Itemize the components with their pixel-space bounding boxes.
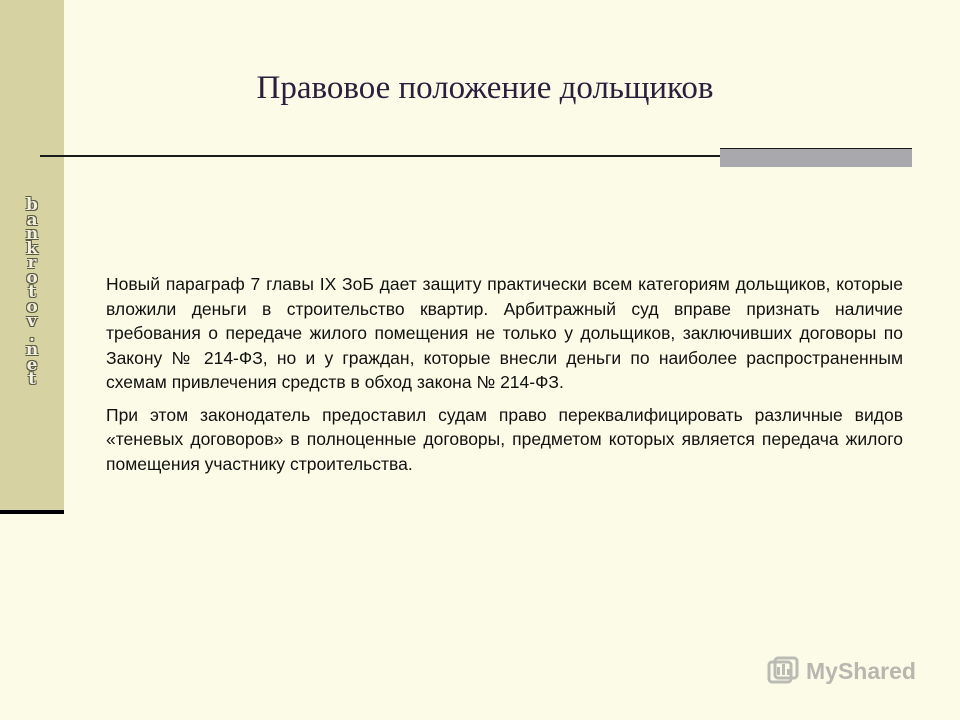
body-paragraph: Новый параграф 7 главы IX ЗоБ дает защиту практически всем категориям дольщиков, которые вложили деньги в строительство квартир. Арбитражный суд вправе признать наличие требования о передаче жилого помещения не только у дольщиков, заключивших договоры по Закону № 214-ФЗ, но и у граждан, которые внесли деньги по наиболее распространенным схемам привлечения средств в обход закона № 214-ФЗ.	[106, 274, 903, 392]
watermark-text: MyShared	[806, 657, 916, 684]
sidebar-letter: t	[28, 369, 36, 389]
slide-title: Правовое положение дольщиков	[256, 70, 714, 106]
sidebar-letter: e	[26, 354, 38, 375]
sidebar-letter: k	[26, 238, 38, 259]
sidebar-letter: a	[26, 209, 38, 230]
title-divider-accent	[720, 148, 912, 167]
sidebar-letter: r	[27, 253, 37, 273]
myshared-watermark	[766, 656, 916, 686]
sidebar-letter: o	[26, 267, 38, 288]
myshared-logo-icon	[766, 656, 800, 686]
sidebar-vertical-text	[18, 195, 46, 389]
sidebar-letter: o	[26, 296, 38, 317]
sidebar-letter: n	[25, 340, 39, 360]
sidebar-letter: t	[28, 282, 36, 302]
sidebar-letter: v	[27, 311, 37, 331]
slide-body	[106, 272, 903, 484]
sidebar-letter: n	[25, 224, 39, 244]
body-paragraph: При этом законодатель предоставил судам право переквалифицировать различные видов «теневых договоров» в полноценные договоры, предметом которых является передача жилого помещения участнику строительства.	[106, 404, 903, 474]
sidebar-letter: .	[29, 325, 35, 346]
sidebar-letter: b	[26, 195, 38, 215]
